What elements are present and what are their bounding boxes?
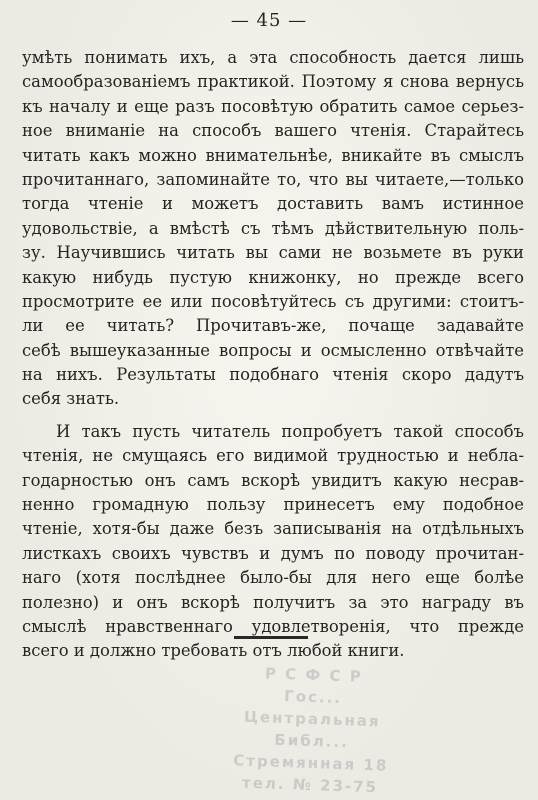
text-line: прочитаннаго, запоминайте то, что вы читаете,—только [22,169,524,189]
paragraph-2 [22,420,524,664]
stamp-line: тел. № 23-75 [241,773,379,797]
stamp-line: Стремянная 18 [232,751,389,775]
body-text [22,46,524,664]
text-line: себѣ вышеуказанные вопросы и осмысленно отвѣчайте [22,340,524,360]
text-line: ное вниманіе на способъ вашего чтенія. Старайтесь [22,121,524,141]
text-line: наго (хотя послѣднее было-бы для него еще болѣе [22,568,524,588]
text-line: читать какъ можно внимательнѣе, вникайте въ смыслъ [22,145,524,165]
text-line: тогда чтеніе и можетъ доставить вамъ истинное [22,194,524,214]
text-line: себя знать. [22,389,120,409]
text-line: какую нибудь пустую книжонку, но прежде всего [22,267,524,287]
text-line: на нихъ. Результаты подобнаго чтенія скоро дадутъ [22,365,524,385]
text-line: годарностью онъ самъ вскорѣ увидитъ какую несрав- [22,470,524,490]
text-line: просмотрите ее или посовѣтуйтесь съ другими: стоитъ- [22,291,524,311]
text-line: ненно громадную пользу принесетъ ему подобное [22,495,524,515]
text-line: удовольствіе, а вмѣстѣ съ тѣмъ дѣйствительную поль- [22,218,524,238]
text-line: всего и должно требовать отъ любой книги. [22,641,405,661]
text-line: чтеніе, хотя-бы даже безъ записыванія на отдѣльныхъ [22,519,524,539]
text-line: полезно) и онъ вскорѣ получитъ за это награду въ [22,592,524,612]
text-line: И такъ пусть читатель попробуетъ такой способъ [56,421,524,441]
stamp-line: Гос... [283,687,343,708]
paragraph-1 [22,46,524,412]
end-divider [234,636,308,639]
text-line: чтенія, не смущаясь его видимой трудностью и небла- [22,446,524,466]
text-line: самообразованіемъ практикой. Поэтому я снова вернусь [22,72,524,92]
stamp-line: Центральная Библ... [243,707,381,752]
text-line: смыслѣ нравственнаго удовлетворенія, что прежде [22,616,524,636]
text-line: умѣть понимать ихъ, а эта способность дается лишь [22,48,524,67]
stamp-line: Р С Ф С Р [264,664,364,686]
text-line: зу. Научившись читать вы сами не возьмете въ руки [22,243,524,263]
text-line: ли ее читать? Прочитавъ-же, почаще задавайте [22,316,524,336]
library-stamp [210,661,414,798]
text-line: къ началу и еще разъ посовѣтую обратить самое серьез- [22,96,524,116]
text-line: листкахъ своихъ чувствъ и думъ по поводу прочитан- [22,543,524,563]
page-number: — 45 — [230,10,308,31]
